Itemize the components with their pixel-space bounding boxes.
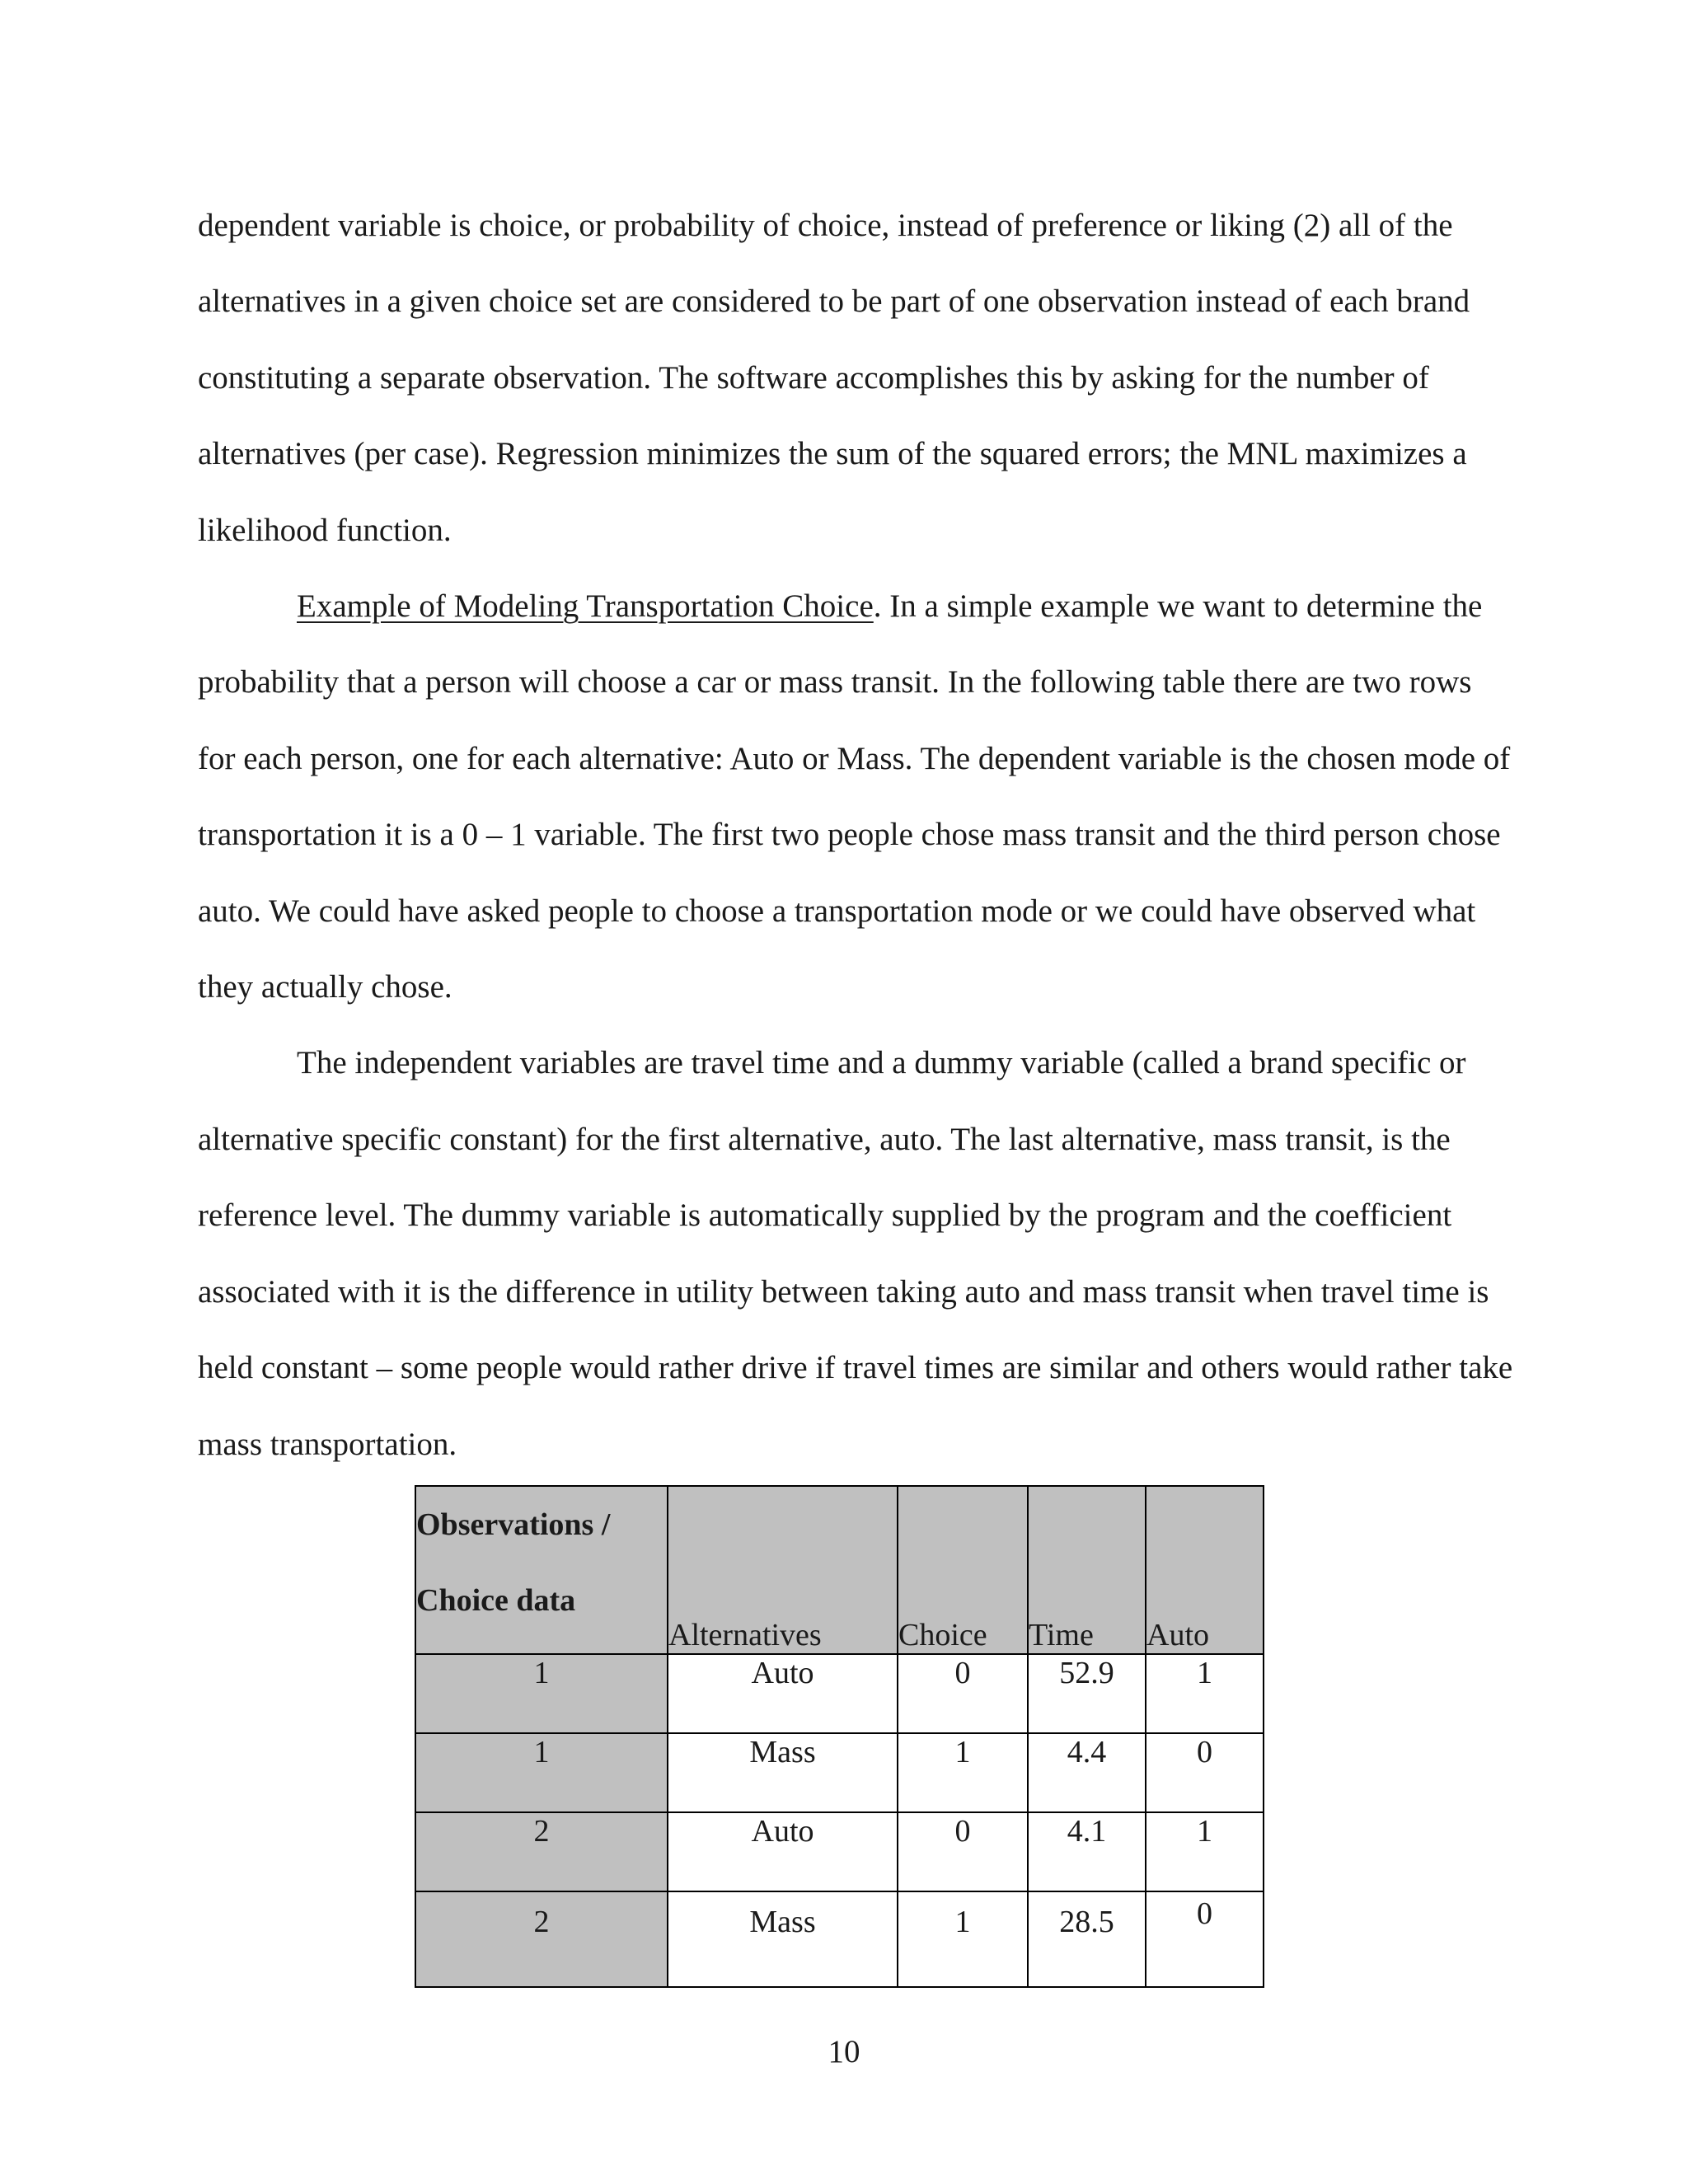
table-header-row (415, 1486, 1264, 1654)
choice-data-table (415, 1485, 1264, 1988)
cell-auto: 1 (1146, 1654, 1264, 1733)
cell-auto: 1 (1146, 1812, 1264, 1891)
header-time: Time (1028, 1486, 1146, 1654)
header-choice: Choice (898, 1486, 1028, 1654)
section-heading-example: Example of Modeling Transportation Choice (297, 588, 874, 625)
cell-auto: 0 (1146, 1733, 1264, 1812)
cell-observation: 1 (415, 1733, 668, 1812)
table-row (415, 1812, 1264, 1891)
paragraph-mnl-overview: dependent variable is choice, or probability of choice, instead of preference or liking (2) all of the alternatives in a given choice set are considered to be part of one observation instead of each brand constituting a separate observation. The software accomplishes this by asking for the number of alternatives (per case). Regression minimizes the sum of the squared errors; the MNL maximizes a likelihood function. (198, 208, 1470, 548)
cell-alternative: Auto (668, 1812, 898, 1891)
header-observations-line1: Observations / (416, 1507, 611, 1542)
table-row (415, 1891, 1264, 1987)
cell-choice: 0 (898, 1812, 1028, 1891)
cell-choice: 1 (898, 1733, 1028, 1812)
table-row (415, 1733, 1264, 1812)
cell-time: 52.9 (1028, 1654, 1146, 1733)
paragraph-independent-variables: The independent variables are travel time and a dummy variable (called a brand specific or alternative specific constant) for the first alternative, auto. The last alternative, mass transit, is the reference level. The dummy variable is automatically supplied by the program and the coefficient associated with it is the difference in utility between taking auto and mass transit when travel time is held constant – some people would rather drive if travel times are similar and others would rather take mass transportation. (198, 1045, 1513, 1462)
cell-observation: 2 (415, 1812, 668, 1891)
cell-alternative: Mass (668, 1891, 898, 1987)
header-auto: Auto (1146, 1486, 1264, 1654)
page-number: 10 (828, 2034, 860, 2069)
body-text (198, 188, 1517, 1483)
header-alternatives: Alternatives (668, 1486, 898, 1654)
cell-observation: 1 (415, 1654, 668, 1733)
cell-choice: 0 (898, 1654, 1028, 1733)
cell-time: 4.1 (1028, 1812, 1146, 1891)
paragraph-transport-example (198, 569, 1517, 1025)
cell-choice: 1 (898, 1891, 1028, 1987)
cell-alternative: Auto (668, 1654, 898, 1733)
header-observations-line2: Choice data (416, 1583, 576, 1618)
cell-auto: 0 (1146, 1891, 1264, 1987)
paragraph-transport-example-body: . In a simple example we want to determine the probability that a person will choose a car or mass transit. In the following table there are two rows for each person, one for each alternative: Auto or Mass. The dependent variable is the chosen mode of transportation it is a 0 – 1 variable. The first two people chose mass transit and the third person chose auto. We could have asked people to choose a transportation mode or we could have observed what they actually chose. (198, 588, 1511, 1005)
table-row (415, 1654, 1264, 1733)
cell-alternative: Mass (668, 1733, 898, 1812)
header-observations (415, 1486, 668, 1654)
cell-time: 28.5 (1028, 1891, 1146, 1987)
cell-observation: 2 (415, 1891, 668, 1987)
cell-time: 4.4 (1028, 1733, 1146, 1812)
